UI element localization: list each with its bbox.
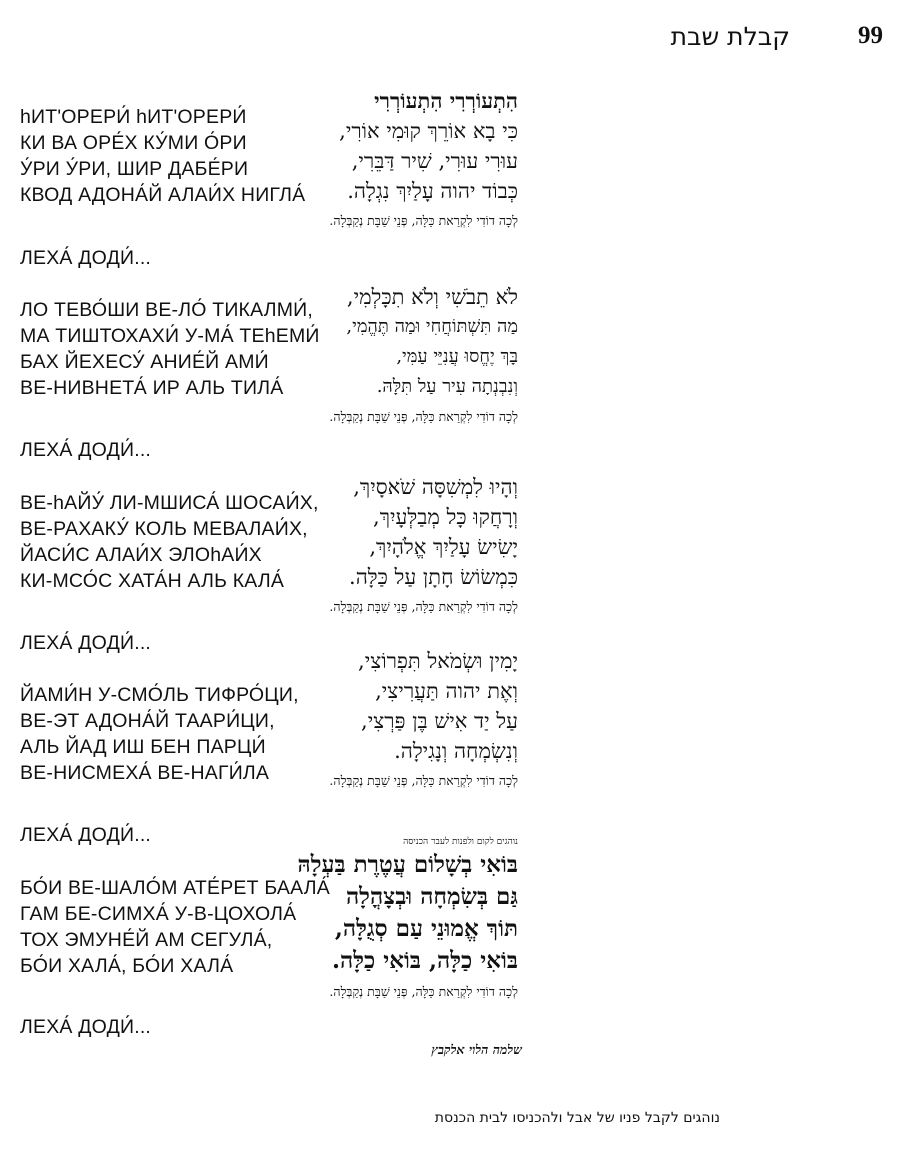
ru-line: ЛО ТЕВО́ШИ ВЕ-ЛО́ ТИКАЛМИ́, xyxy=(20,299,314,321)
he-stanza-1 xyxy=(329,86,518,232)
he-instruction-note: נוהגים לקום ולפנות לעבר הכניסה xyxy=(403,837,518,847)
he-stanza-2 xyxy=(329,282,518,428)
he-line: וְהָיוּ לִמְשִׁסָּה שֹׁאסָיִךְ, xyxy=(353,475,518,499)
he-refrain: לְכָה דוֹדִי לִקְרַאת כַּלָּה, פְּנֵי שַׁבָּת נְקַבְּלָה. xyxy=(329,773,518,788)
ru-line: У́РИ У́РИ, ШИР ДАБЕ́РИ xyxy=(20,158,249,180)
ru-refrain-5: ЛЕХА́ ДОДИ́... xyxy=(20,1016,152,1038)
he-line: בּוֹאִי בְשָׁלוֹם עֲטֶרֶת בַּעְלָהּ xyxy=(297,851,518,878)
he-line: עוּרִי עוּרִי, שִׁיר דַּבֵּרִי, xyxy=(351,149,518,173)
he-line: מַה תִּשְׁתּוֹחֲחִי וּמַה תֶּהֱמִי, xyxy=(346,316,518,337)
he-stanza-4 xyxy=(329,646,518,792)
ru-line: ГАМ БЕ-СИМХА́ У-В-ЦОХОЛА́ xyxy=(20,903,297,925)
ru-refrain-4: ЛЕХА́ ДОДИ́... xyxy=(20,824,152,846)
he-line: גַּם בְּשִׂמְחָה וּבְצָהֳלָה xyxy=(345,883,518,910)
ru-line: ВЕ-hАЙУ́ ЛИ-МШИСА́ ШОСАИ́Х, xyxy=(20,492,319,514)
ru-line: hИТ'ОРЕРИ́ hИТ'ОРЕРИ́ xyxy=(20,106,247,128)
ru-line: ВЕ-НИВНЕТА́ ИР АЛЬ ТИЛА́ xyxy=(20,377,284,399)
ru-refrain-3: ЛЕХА́ ДОДИ́... xyxy=(20,632,152,654)
ru-line: БО́И ВЕ-ШАЛО́М АТЕ́РЕТ БААЛА́ xyxy=(20,877,330,899)
ru-stanza-2 xyxy=(20,297,320,401)
ru-refrain-1: ЛЕХА́ ДОДИ́... xyxy=(20,247,152,269)
footnote: נוהגים לקבל פניו של אבל ולהכניסו לבית הכנסת xyxy=(434,1110,720,1126)
running-title: קבלת שבת xyxy=(670,22,790,51)
he-line: יָשִׂישׂ עָלַיִךְ אֱלֹהָיִךְ, xyxy=(369,535,518,559)
he-line: תּוֹךְ אֱמוּנֵי עַם סְגֻלָּה, xyxy=(334,915,518,942)
he-line: וְנִשְׂמְחָה וְנָגִילָה. xyxy=(394,739,518,763)
ru-line: ЙАМИ́Н У-СМО́ЛЬ ТИФРО́ЦИ, xyxy=(20,684,299,706)
he-line: וְנִבְנְתָה עִיר עַל תִּלָּהּ. xyxy=(376,376,518,397)
he-line: בּוֹאִי כַלָּה, בּוֹאִי כַלָּה. xyxy=(331,947,518,974)
he-line: עַל יַד אִישׁ בֶּן פַּרְצִי, xyxy=(361,709,518,733)
he-line: וְאֶת יהוה תַּעֲרִיצִי, xyxy=(375,679,518,703)
he-refrain: לְכָה דוֹדִי לִקְרַאת כַּלָּה, פְּנֵי שַׁבָּת נְקַבְּלָה. xyxy=(329,409,518,424)
ru-line: ЙАСИ́С АЛАИ́Х ЭЛОhАИ́Х xyxy=(20,544,262,566)
ru-line: ВЕ-РАХАКУ́ КОЛЬ МЕВАЛАИ́Х, xyxy=(20,518,308,540)
ru-line: ВЕ-НИСМЕХА́ ВЕ-НАГИ́ЛА xyxy=(20,762,270,784)
he-refrain: לְכָה דוֹדִי לִקְרַאת כַּלָּה, פְּנֵי שַׁבָּת נְקַבְּלָה. xyxy=(329,213,518,228)
ru-line: ТОХ ЭМУНЕ́Й АМ СЕГУЛА́, xyxy=(20,929,273,951)
he-refrain: לְכָה דוֹדִי לִקְרַאת כַּלָּה, פְּנֵי שַׁבָּת נְקַבְּלָה. xyxy=(329,984,518,999)
ru-line: ВЕ-ЭТ АДОНА́Й ТААРИ́ЦИ, xyxy=(20,710,275,732)
he-stanza-5 xyxy=(298,835,518,1003)
ru-line: АЛЬ ЙАД ИШ БЕН ПАРЦИ́ xyxy=(20,736,266,758)
ru-line: КИ ВА ОРЕ́Х КУ́МИ О́РИ xyxy=(20,132,247,154)
he-line: יָמִין וּשְׂמֹאל תִּפְרוֹצִי, xyxy=(358,649,518,673)
ru-line: БО́И ХАЛА́, БО́И ХАЛА́ xyxy=(20,955,234,977)
he-stanza-3 xyxy=(329,472,518,618)
ru-refrain-2: ЛЕХА́ ДОДИ́... xyxy=(20,439,152,461)
author-credit: שלמה הלוי אלקבץ xyxy=(431,1042,522,1057)
he-line: בָּךְ יֶחֱסוּ עֲנִיֵּי עַמִּי, xyxy=(396,346,518,367)
ru-line: БАХ ЙЕХЕСУ́ АНИЕ́Й АМИ́ xyxy=(20,351,269,373)
ru-line: КВОД АДОНА́Й АЛАИ́Х НИГЛА́ xyxy=(20,184,306,206)
he-line: וְרָחֲקוּ כָּל מְבַלְּעָיִךְ, xyxy=(373,505,518,529)
he-line: כִּי בָא אוֹרֵךְ קוּמִי אוֹרִי, xyxy=(339,119,518,143)
ru-stanza-4 xyxy=(20,682,299,786)
ru-line: КИ-МСО́С ХАТА́Н АЛЬ КАЛА́ xyxy=(20,570,285,592)
he-line: לֹא תֵבֹשִׁי וְלֹא תִכָּלְמִי, xyxy=(346,285,518,309)
page-number: 99 xyxy=(858,22,883,49)
ru-stanza-1 xyxy=(20,104,305,208)
ru-line: МА ТИШТОХАХИ́ У-МА́ ТЕhЕМИ́ xyxy=(20,325,320,347)
he-line: כִּמְשׂוֹשׂ חָתָן עַל כַּלָּה. xyxy=(349,565,518,589)
ru-stanza-3 xyxy=(20,490,319,594)
ru-stanza-5 xyxy=(20,875,330,979)
he-line: הִתְעוֹרְרִי הִתְעוֹרְרִי xyxy=(374,88,518,113)
he-refrain: לְכָה דוֹדִי לִקְרַאת כַּלָּה, פְּנֵי שַׁבָּת נְקַבְּלָה. xyxy=(329,599,518,614)
he-line: כְּבוֹד יהוה עָלַיִךְ נִגְלָה. xyxy=(347,179,518,203)
